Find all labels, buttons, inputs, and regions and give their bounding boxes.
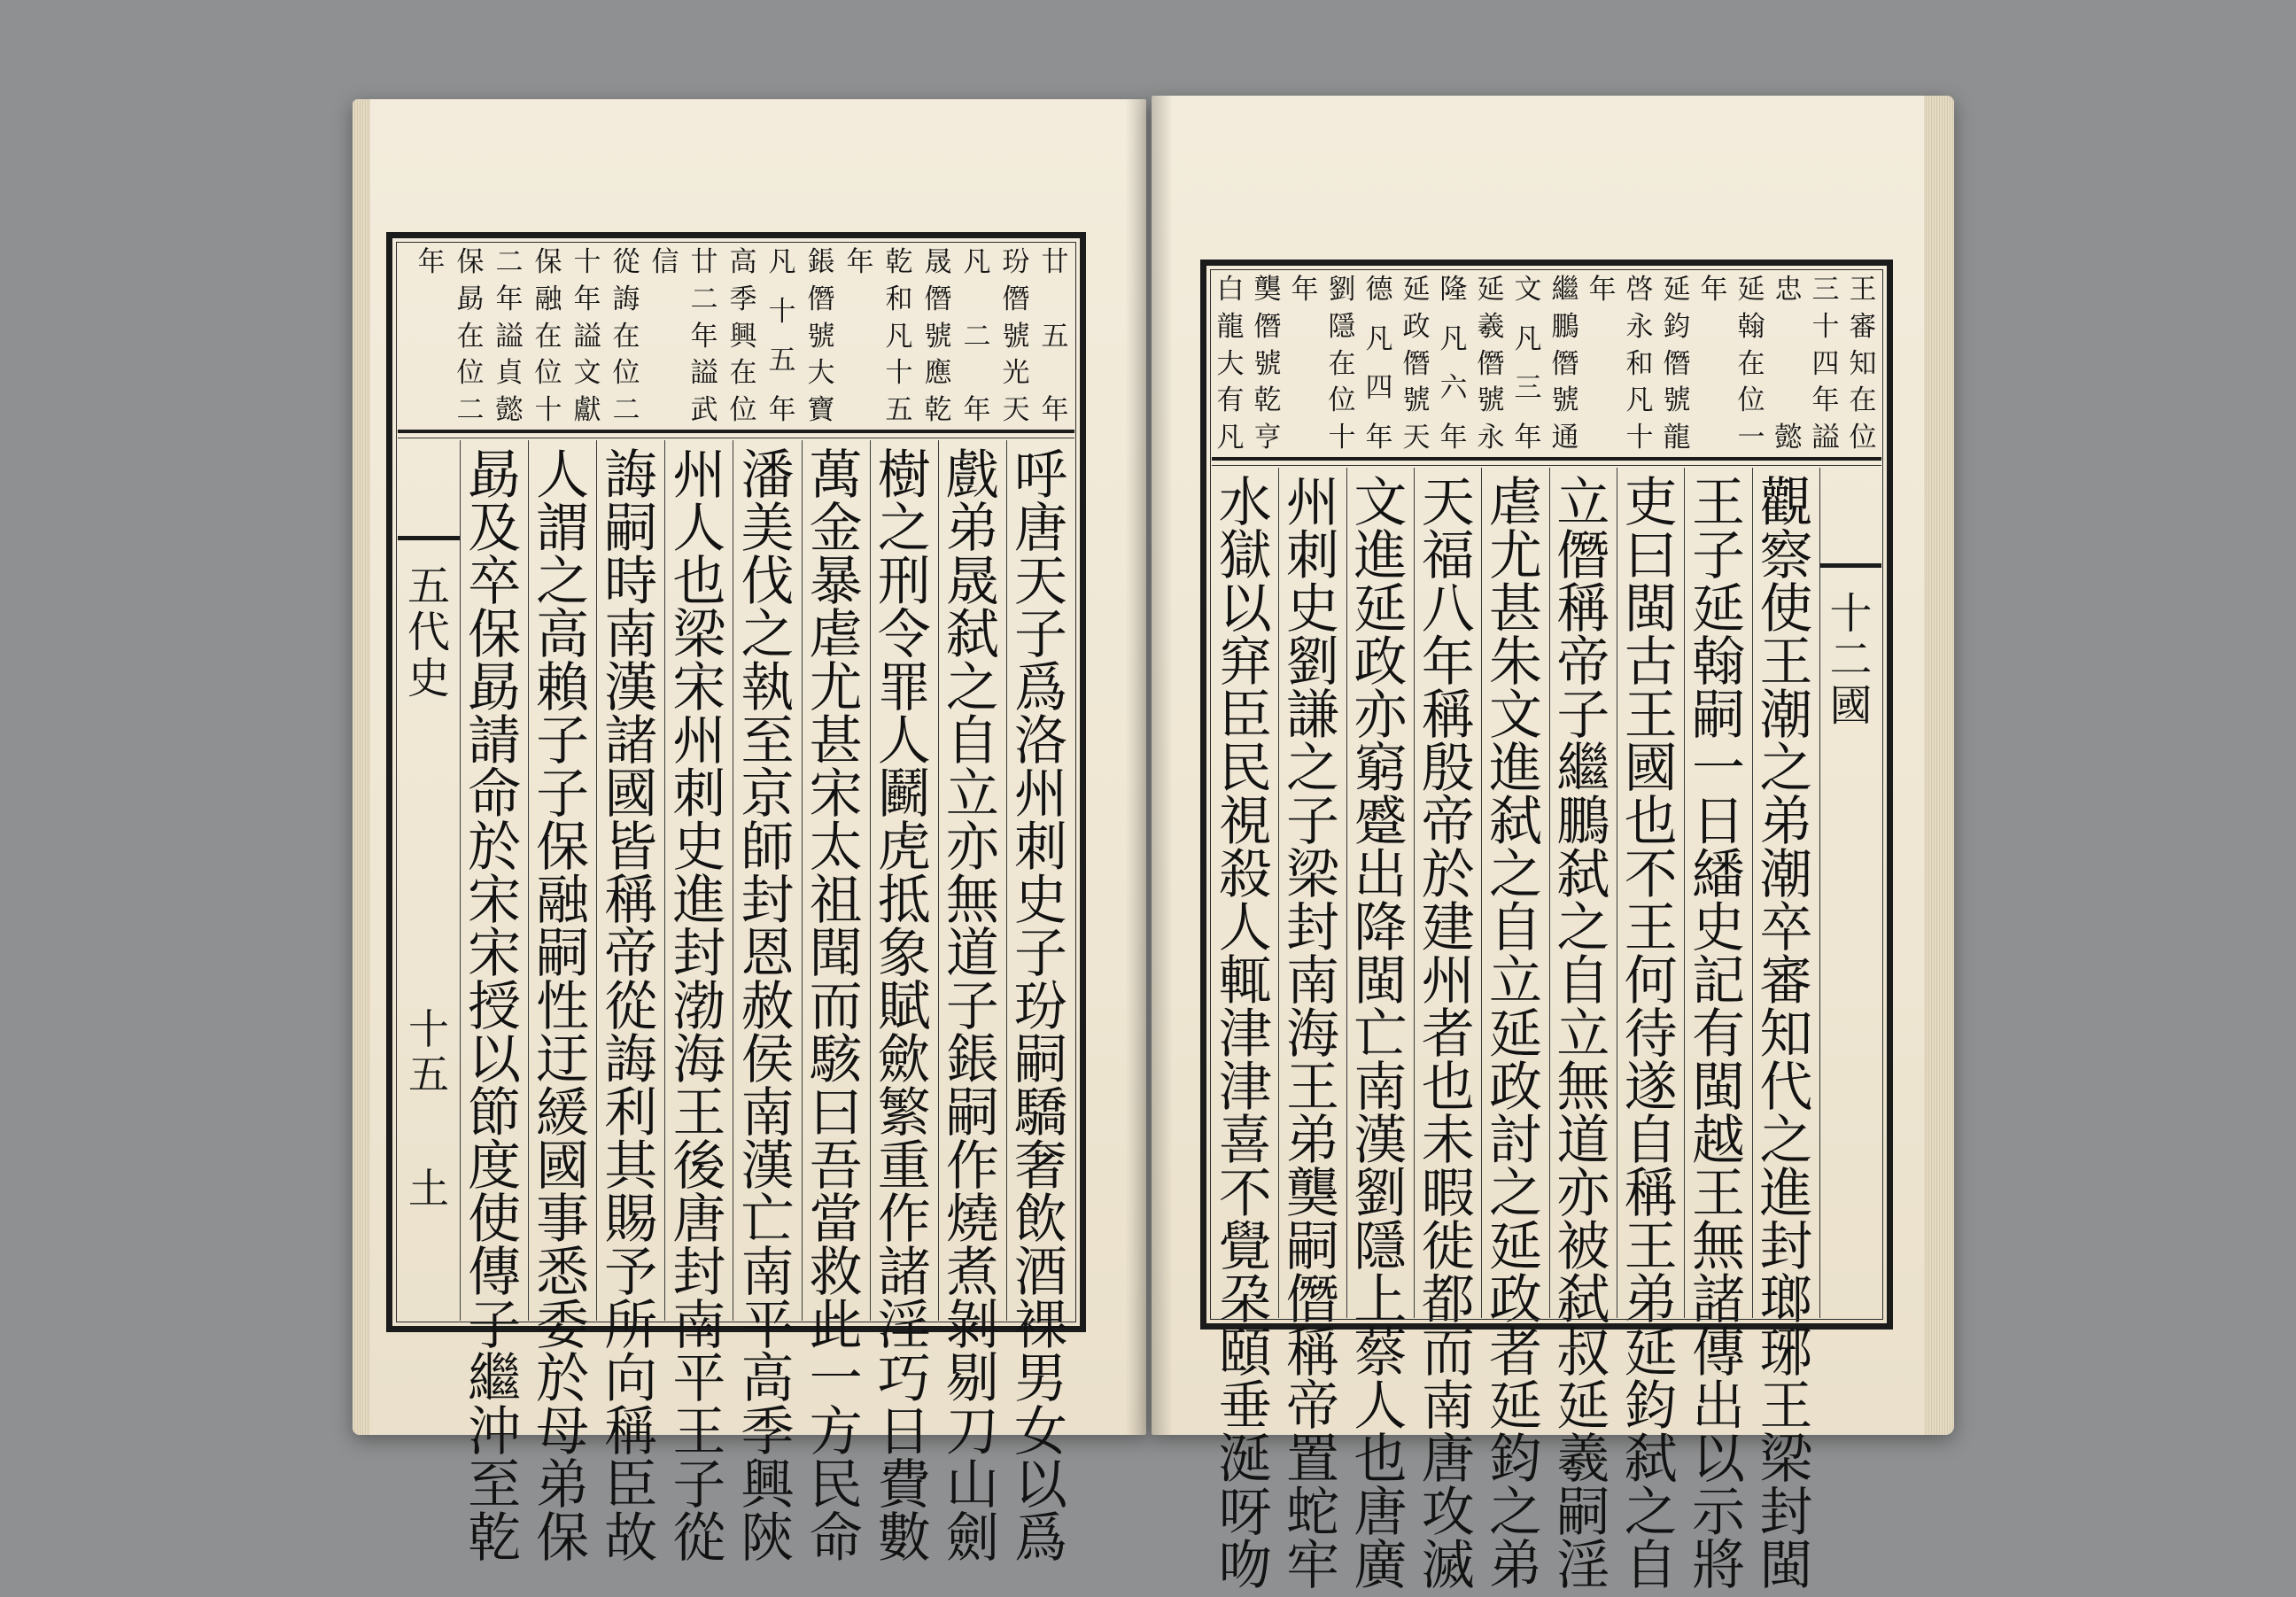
header-annotation-column: 隆 凡 六 年 <box>1439 274 1468 454</box>
header-annotation-column: 晟 僭 號 應 乾 <box>924 246 952 426</box>
fishtail-mark-top <box>398 536 460 556</box>
header-annotation-column: 啓 永 和 凡 十 <box>1625 274 1654 454</box>
header-annotation-column: 三 十 四 年 謚 <box>1811 274 1840 454</box>
text-column: 呼 唐 天 子 爲 洛 州 刺 史 子 玢 嗣 驕 奢 飲 酒 裸 男 女 以 爲 <box>1006 440 1074 1321</box>
page-edge-left <box>353 99 370 1435</box>
header-annotation-column: 年 <box>1291 274 1319 306</box>
binding-gutter-right <box>1152 96 1173 1435</box>
text-column: 立 僭 稱 帝 子 繼 鵬 弑 之 自 立 無 道 亦 被 弑 叔 延 羲 嗣 淫 <box>1549 468 1617 1318</box>
text-column: 萬 金 暴 虐 尤 甚 宋 太 祖 聞 而 駭 曰 吾 當 救 此 一 方 民 命 <box>802 440 870 1321</box>
text-column: 文 進 延 政 亦 窮 蹙 出 降 閩 亡 南 漢 劉 隱 上 蔡 人 也 唐 廣 <box>1346 468 1414 1318</box>
left-body-columns <box>398 440 1074 1570</box>
header-annotation-column: 忠 懿 <box>1774 274 1803 454</box>
header-annotation-column: 信 <box>651 246 679 278</box>
text-column: 天 福 八 年 稱 殷 帝 於 建 州 者 也 未 暇 徙 都 而 南 唐 攻 滅 <box>1414 468 1481 1318</box>
text-column: 人 謂 之 高 賴 子 子 保 融 嗣 性 迂 緩 國 事 悉 委 於 母 弟 保 <box>528 440 596 1321</box>
left-header-annotations <box>398 244 1074 433</box>
page-number: 十 五 <box>408 1005 450 1098</box>
header-annotation-column: 王 審 知 在 位 <box>1849 274 1877 454</box>
header-annotation-column: 鋹 僭 號 大 寶 <box>807 246 835 426</box>
center-title: 十 二 國 <box>1829 589 1873 731</box>
left-page <box>353 99 1146 1570</box>
text-column: 勗 及 卒 保 勗 請 命 於 宋 宋 授 以 節 度 使 傳 子 繼 沖 至 乾 <box>460 440 528 1321</box>
header-annotation-column: 年 <box>846 246 874 278</box>
header-annotation-column: 劉 隱 在 位 十 <box>1328 274 1356 454</box>
header-annotation-column: 白 龍 大 有 凡 <box>1216 274 1245 454</box>
header-annotation-column: 十 年 謚 文 獻 <box>573 246 601 426</box>
header-annotation-column: 廿 二 年 謚 武 <box>690 246 718 426</box>
right-header-annotations <box>1212 271 1881 461</box>
header-annotation-column: 延 翰 在 位 一 <box>1737 274 1765 454</box>
header-annotation-column: 二 年 謚 貞 懿 <box>495 246 524 426</box>
right-text-frame <box>1200 260 1893 1597</box>
left-text-frame <box>386 232 1086 1570</box>
text-column: 樹 之 刑 令 罪 人 鬬 虎 抵 象 賦 歛 繁 重 作 諸 淫 巧 日 費 數 <box>870 440 938 1321</box>
header-annotation-column: 德 凡 四 年 <box>1365 274 1393 454</box>
center-margin-column <box>1819 468 1881 1318</box>
text-column: 州 人 也 梁 宋 州 刺 史 進 封 渤 海 王 後 唐 封 南 平 王 子 從 <box>664 440 733 1321</box>
header-annotation-column: 凡 十 五 年 <box>768 246 796 426</box>
header-annotation-column: 廿 五 年 <box>1041 246 1069 426</box>
text-column: 王 子 延 翰 嗣 一 日 繙 史 記 有 閩 越 王 無 諸 傳 出 以 示 將 <box>1684 468 1751 1318</box>
center-title: 五 代 史 <box>407 562 451 703</box>
header-annotation-column: 年 <box>1588 274 1617 306</box>
text-column: 觀 察 使 王 潮 之 弟 潮 卒 審 知 代 之 進 封 瑯 琊 王 梁 封 閩 <box>1752 468 1819 1318</box>
fishtail-mark-top <box>1820 563 1881 584</box>
header-annotation-column: 乾 和 凡 十 五 <box>885 246 913 426</box>
leaf-marker: 土 <box>408 1165 450 1213</box>
header-annotation-column: 繼 鵬 僭 號 通 <box>1551 274 1579 454</box>
text-column: 州 刺 史 劉 謙 之 子 梁 封 南 海 王 弟 龑 嗣 僭 稱 帝 置 蛇 牢 <box>1278 468 1346 1318</box>
header-annotation-column: 延 鈞 僭 號 龍 <box>1663 274 1691 454</box>
header-annotation-column: 年 <box>1700 274 1728 306</box>
right-page <box>1152 96 1954 1597</box>
text-column: 戲 弟 晟 弑 之 自 立 亦 無 道 子 鋹 嗣 作 燒 煮 剝 剔 刀 山 劍 <box>938 440 1006 1321</box>
text-column: 水 獄 以 穽 臣 民 視 殺 人 輒 津 津 喜 不 覺 朶 頤 垂 涎 呀 吻 <box>1218 472 1272 1597</box>
center-margin-column <box>398 440 460 1321</box>
header-annotation-column: 凡 二 年 <box>963 246 991 426</box>
text-column: 誨 嗣 時 南 漢 諸 國 皆 稱 帝 從 誨 利 其 賜 予 所 向 稱 臣 故 <box>596 440 664 1321</box>
right-header-columns <box>1212 271 1881 457</box>
header-annotation-column: 年 <box>417 246 446 278</box>
text-column: 潘 美 伐 之 執 至 京 師 封 恩 赦 侯 南 漢 亡 南 平 高 季 興 陝 <box>733 440 801 1321</box>
header-annotation-column: 文 凡 三 年 <box>1514 274 1542 454</box>
header-annotation-column: 高 季 興 在 位 <box>729 246 757 426</box>
header-annotation-column: 延 政 僭 號 天 <box>1402 274 1431 454</box>
binding-gutter-left <box>1125 99 1146 1435</box>
text-column: 虐 尤 甚 朱 文 進 弑 之 自 立 延 政 討 之 延 政 者 延 鈞 之 弟 <box>1481 468 1548 1318</box>
page-edge-right <box>1924 96 1954 1435</box>
header-annotation-column: 玢 僭 號 光 天 <box>1002 246 1030 426</box>
header-annotation-column: 保 勗 在 位 二 <box>456 246 485 426</box>
right-body-columns <box>1212 468 1881 1597</box>
header-annotation-column: 從 誨 在 位 二 <box>612 246 640 426</box>
header-annotation-column: 延 羲 僭 號 永 <box>1477 274 1505 454</box>
text-column: 吏 曰 閩 古 王 國 也 不 王 何 待 遂 自 稱 王 弟 延 鈞 弑 之 自 <box>1617 468 1684 1318</box>
header-annotation-column: 保 融 在 位 十 <box>534 246 562 426</box>
left-header-columns <box>398 244 1074 430</box>
header-annotation-column: 龑 僭 號 乾 亨 <box>1253 274 1282 454</box>
